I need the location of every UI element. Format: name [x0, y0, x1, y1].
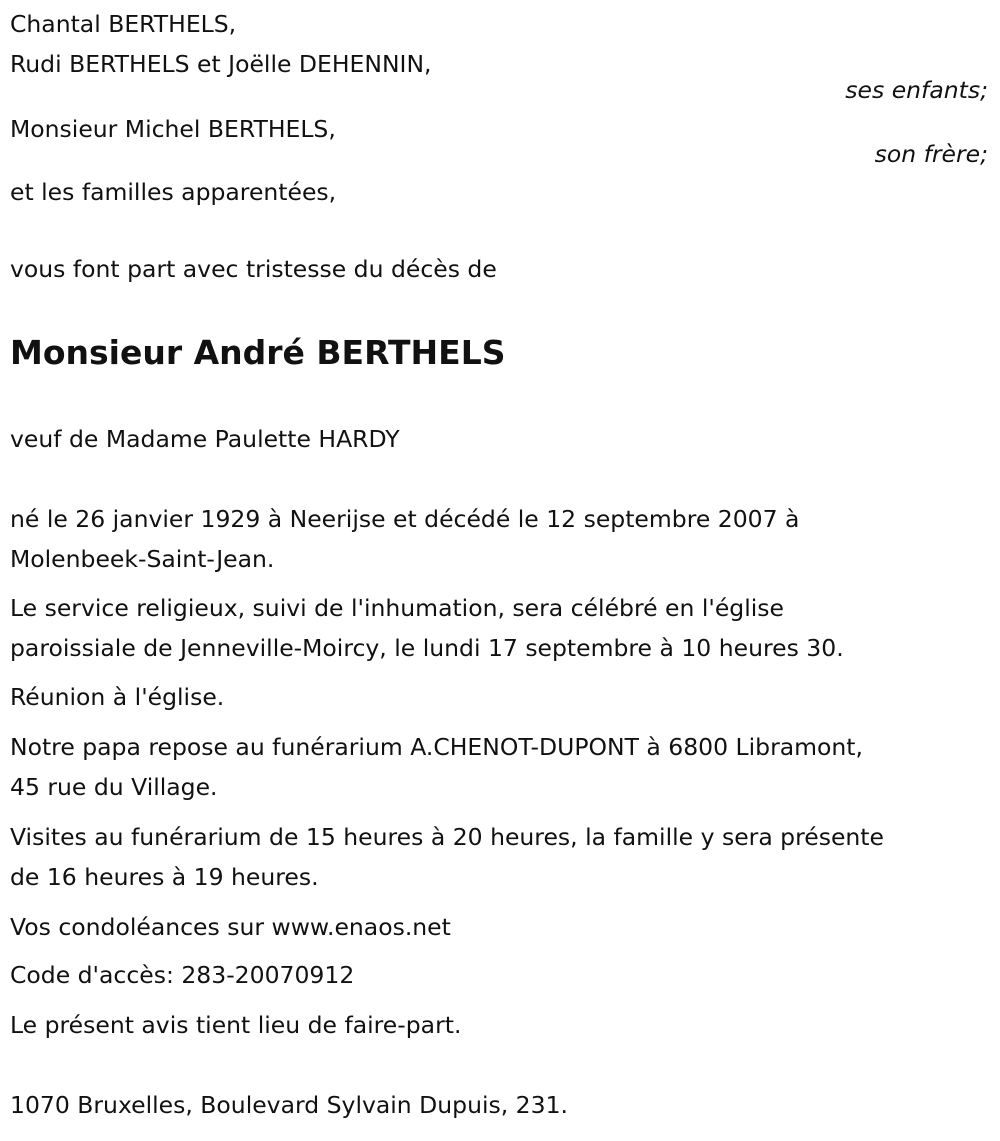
- address-text: 1070 Bruxelles, Boulevard Sylvain Dupuis, 231.: [10, 1091, 569, 1119]
- rest-line-2: 45 rue du Village.: [10, 773, 218, 801]
- role-children: ses enfants;: [845, 76, 988, 104]
- intro-text: vous font part avec tristesse du décès de: [10, 255, 497, 283]
- visits-line-1: Visites au funérarium de 15 heures à 20 heures, la famille y sera présente: [10, 823, 884, 851]
- service-line-2: paroissiale de Jenneville-Moircy, le lundi 17 septembre à 10 heures 30.: [10, 634, 844, 662]
- meeting-text: Réunion à l'église.: [10, 683, 225, 711]
- family-line-relatives: et les familles apparentées,: [10, 178, 337, 206]
- widower-text: veuf de Madame Paulette HARDY: [10, 425, 400, 453]
- birth-death-line-1: né le 26 janvier 1929 à Neerijse et décédé le 12 septembre 2007 à: [10, 505, 800, 533]
- notice-text: Le présent avis tient lieu de faire-part.: [10, 1011, 462, 1039]
- access-code: Code d'accès: 283-20070912: [10, 961, 355, 989]
- birth-death-line-2: Molenbeek-Saint-Jean.: [10, 545, 275, 573]
- condolences-text: Vos condoléances sur www.enaos.net: [10, 913, 451, 941]
- role-brother: son frère;: [874, 140, 988, 168]
- family-line-brother: Monsieur Michel BERTHELS,: [10, 115, 336, 143]
- deceased-name: Monsieur André BERTHELS: [10, 333, 506, 372]
- family-line-children-1: Chantal BERTHELS,: [10, 10, 237, 38]
- family-line-children-2: Rudi BERTHELS et Joëlle DEHENNIN,: [10, 50, 432, 78]
- visits-line-2: de 16 heures à 19 heures.: [10, 863, 319, 891]
- rest-line-1: Notre papa repose au funérarium A.CHENOT-DUPONT à 6800 Libramont,: [10, 733, 863, 761]
- service-line-1: Le service religieux, suivi de l'inhumation, sera célébré en l'église: [10, 594, 784, 622]
